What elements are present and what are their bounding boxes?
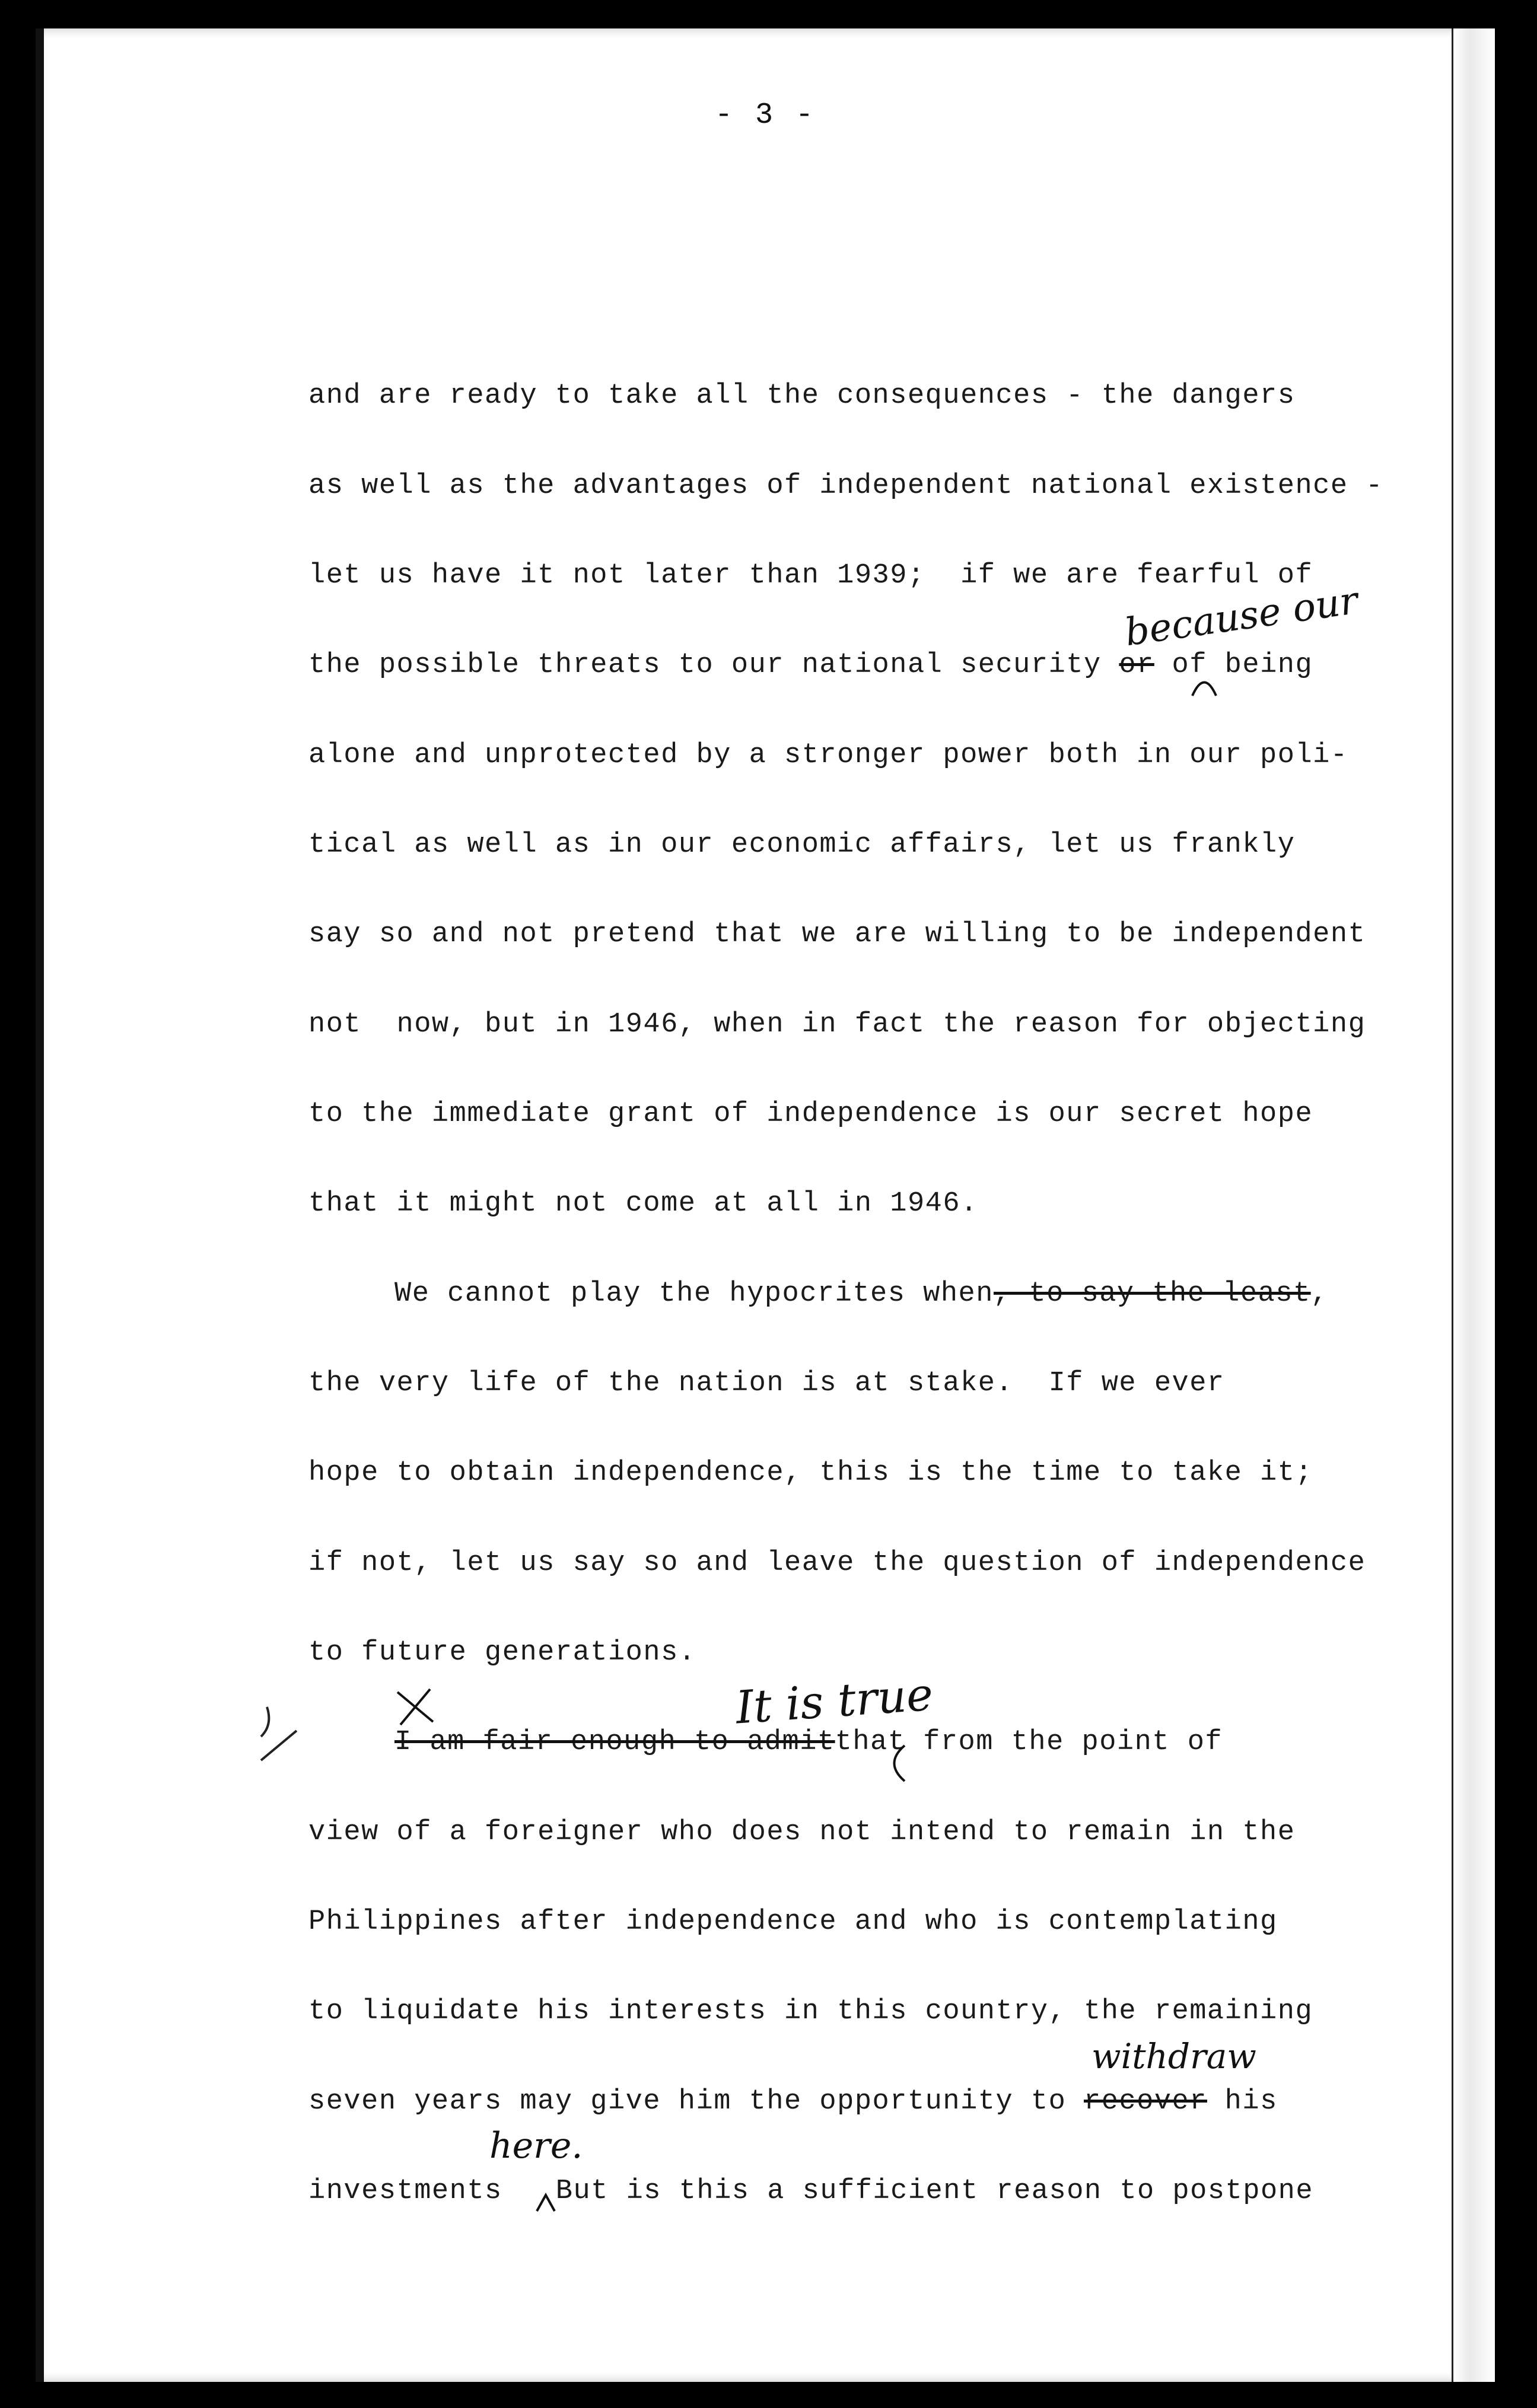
document-page [36, 28, 1495, 2382]
text-line-10: that it might not come at all in 1946. [308, 1188, 978, 1219]
text-line-16 [394, 1725, 1495, 1760]
margin-stroke-icon [255, 1701, 303, 1766]
text-line-18: Philippines after independence and who is contemplating [308, 1906, 1278, 1938]
insertion-caret-icon [1186, 666, 1222, 702]
text-line-3: let us have it not later than 1939; if we are fearful of [308, 560, 1313, 591]
text-line-9: to the immediate grant of independence is our secret hope [308, 1098, 1313, 1130]
insertion-caret-here-icon [534, 2190, 558, 2214]
text-line-11-end: , [1310, 1278, 1329, 1310]
text-line-17: view of a foreigner who does not intend to remain in the [308, 1817, 1296, 1848]
text-line-1: and are ready to take all the consequences - the dangers [308, 380, 1296, 412]
text-line-8: not now, but in 1946, when in fact the reason for objecting [308, 1009, 1366, 1040]
struck-word-or: or [1119, 649, 1154, 681]
insertion-bracket-icon [881, 1743, 917, 1784]
text-line-19: to liquidate his interests in this country, the remaining [308, 1996, 1313, 2027]
text-line-2: as well as the advantages of independent national existence - [308, 470, 1383, 502]
struck-phrase-to-say-the-least: , to say the least [993, 1278, 1311, 1310]
page-edge-left [36, 28, 44, 2382]
text-line-4-start: the possible threats to our national security [308, 649, 1119, 681]
text-line-20-start: seven years may give him the opportunity to [308, 2086, 1084, 2117]
text-line-20 [308, 2084, 1471, 2120]
text-line-5: alone and unprotected by a stronger power both in our poli- [308, 740, 1348, 771]
text-line-4 [308, 648, 1471, 683]
struck-word-recover: recover [1084, 2086, 1207, 2117]
handwritten-it-is-true: It is true [734, 1667, 935, 1734]
text-line-7: say so and not pretend that we are willing to be independent [308, 919, 1366, 950]
handwritten-because-our: because our [1122, 578, 1361, 655]
struck-phrase-i-am-fair: I am fair enough to admit [394, 1727, 835, 1758]
page-number: - 3 - [714, 98, 816, 132]
handwritten-withdraw: withdraw [1092, 2036, 1256, 2076]
text-line-11-start: We cannot play the hypocrites when [394, 1278, 994, 1310]
text-line-21-start: investments [308, 2176, 502, 2207]
text-line-16-end: that from the point of [835, 1727, 1223, 1758]
text-line-20-end: his [1207, 2086, 1278, 2117]
text-line-4-end: of being [1154, 649, 1313, 681]
text-line-12: the very life of the nation is at stake. If we ever [308, 1368, 1225, 1399]
text-line-11 [394, 1276, 1495, 1312]
text-line-6: tical as well as in our economic affairs, let us frankly [308, 829, 1296, 861]
text-line-21 [308, 2174, 1471, 2209]
handwritten-here: here. [489, 2125, 583, 2167]
x-mark-icon [392, 1683, 439, 1731]
text-line-13: hope to obtain independence, this is the time to take it; [308, 1457, 1313, 1489]
text-line-14: if not, let us say so and leave the question of independence [308, 1547, 1366, 1579]
text-line-15: to future generations. [308, 1637, 696, 1668]
text-line-21-end: But is this a sufficient reason to postpone [555, 2176, 1314, 2207]
